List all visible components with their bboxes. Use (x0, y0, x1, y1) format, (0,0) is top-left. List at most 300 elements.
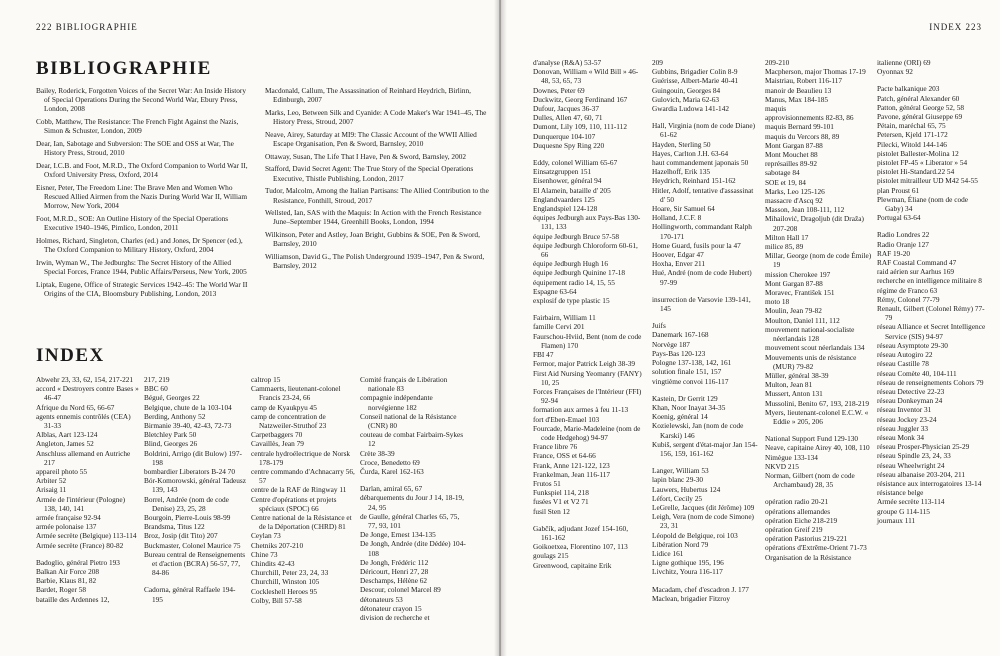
index-column-5 (533, 58, 643, 570)
index-entry: résistance belge (877, 488, 924, 498)
index-section-gap (144, 577, 246, 585)
index-entry: Deschamps, Hélène 62 (360, 576, 428, 586)
bibliography-entry: Irwin, Wyman W., The Jedburghs: The Secret History of the Allied Special Forces, France 1944, Public Affairs/Perseus, New York, 2005 (36, 257, 247, 276)
index-section-gap (652, 313, 760, 321)
index-entry: réseau Monk 34 (877, 432, 925, 442)
index-entry: Fermor, major Patrick Leigh 38-39 (533, 359, 636, 369)
bibliography-column-2 (265, 86, 493, 274)
index-entry: Blind, Georges 26 (144, 439, 198, 449)
index-entry: accord « Destroyers contre Bases » 46-47 (36, 384, 139, 403)
index-entry: Juifs (652, 321, 666, 331)
index-entry: réseau Prosper-Physician 25-29 (877, 442, 970, 452)
index-section-gap (877, 76, 987, 84)
index-entry: Balkan Air Force 208 (36, 567, 100, 577)
index-entry: Portugal 63-64 (877, 213, 921, 223)
index-entry: Gubbins, Brigadier Colin 8-9 (652, 67, 738, 77)
index-entry: Home Guard, fusils pour la 47 (652, 240, 741, 250)
bibliography-entry: Ottaway, Susan, The Life That I Have, Pen & Sword, Barnsley, 2002 (265, 151, 467, 161)
index-entry: De Jonge, Ernest 134-135 (360, 530, 436, 540)
index-entry: pistolet mitrailleur UD M42 54-55 (877, 176, 978, 186)
index-entry: Libération Nord 79 (652, 539, 709, 549)
index-entry: Hué, André (nom de code Hubert) 97-99 (652, 268, 752, 287)
index-entry: maquis Bernard 99-101 (765, 122, 834, 132)
index-section-gap (765, 426, 873, 434)
index-entry: maquis (765, 104, 787, 114)
index-entry: Mouvements unis de résistance (MUR) 79-82 (765, 352, 857, 371)
index-entry: Gulovich, Maria 62-63 (652, 94, 720, 104)
index-entry: mouvement national-socialiste néerlandais 128 (765, 324, 855, 344)
index-entry: Hitler, Adolf, tentative d'assassinat d' 50 (652, 185, 754, 204)
index-section-gap (652, 458, 760, 466)
index-entry: Organisation de la Résistance (765, 552, 852, 562)
index-entry: réseau de renseignements Cohors 79 (877, 377, 984, 387)
book-gutter (494, 0, 507, 656)
index-entry: Brandsma, Titus 122 (144, 522, 205, 532)
index-entry: Čurda, Karel 162-163 (360, 467, 424, 477)
index-entry: Norman, Gilbert (nom de code Archambaud) 28, 35 (765, 470, 855, 490)
index-entry: Abwehr 23, 33, 62, 154, 217-221 (36, 375, 134, 384)
index-entry: Boldrini, Arrigo (dit Bulow) 197-198 (144, 448, 242, 467)
bibliography-entry: Bailey, Roderick, Forgotten Voices of the Secret War: An Inside History of Special Operations During the Second World War, Ebury Press, London, 2008 (36, 86, 246, 114)
right-running-head: INDEX 223 (929, 22, 982, 32)
index-entry: réseau Alliance et Secret Intelligence Service (SIS) 94-97 (877, 322, 986, 341)
index-entry: maquis du Vercors 88, 89 (765, 131, 840, 141)
index-entry: Bletchley Park 50 (144, 430, 197, 440)
index-entry: raid aérien sur Aarhus 169 (877, 267, 954, 277)
index-entry: Pétain, maréchal 65, 75 (877, 121, 946, 131)
index-entry: Broz, Josip (dit Tito) 207 (144, 531, 218, 541)
index-entry: compagnie indépendante norvégienne 182 (360, 393, 433, 412)
index-section-gap (765, 489, 873, 497)
index-entry: appareil photo 55 (36, 467, 88, 477)
index-entry: Bór-Komorowski, général Tadeusz 139, 143 (144, 476, 246, 495)
index-entry: journaux 111 (877, 515, 916, 525)
index-entry: Conseil national de la Résistance (CNR) 80 (360, 411, 457, 431)
index-entry: Buckmaster, Colonel Maurice 75 (144, 540, 241, 550)
index-column-2 (144, 375, 246, 604)
index-entry: Englandvaarders 125 (533, 194, 595, 204)
index-entry: centrale hydroélectrique de Norsk 178-179 (251, 448, 351, 467)
index-entry: Guérisse, Albert-Marie 40-41 (652, 76, 739, 86)
index-entry: mission Cherokee 197 (765, 269, 831, 279)
index-entry: Mussert, Anton 131 (765, 389, 823, 399)
index-entry: Pilecki, Witold 144-146 (877, 139, 947, 149)
index-entry: Bureau central de Renseignements et d'action (BCRA) 56-57, 77, 84-86 (144, 549, 246, 578)
index-section-gap (533, 305, 643, 313)
index-section-gap (652, 287, 760, 295)
left-page (0, 0, 499, 656)
index-entry: Espagne 63-64 (533, 286, 577, 296)
bibliography-heading: BIBLIOGRAPHIE (36, 58, 212, 79)
index-entry: représailles 89-92 (765, 159, 818, 169)
index-entry: Dulles, Allen 47, 60, 71 (533, 113, 603, 123)
index-entry: Oyonnax 92 (877, 67, 913, 77)
index-entry: opérations allemandes (765, 506, 831, 516)
index-entry: mouvement scout néerlandais 134 (765, 343, 865, 353)
index-entry: bombardier Liberators B-24 70 (144, 467, 235, 477)
index-entry: Gwardia Ludowa 141-142 (652, 104, 730, 114)
left-running-head: 222 BIBLIOGRAPHIE (36, 22, 138, 32)
index-entry: Myers, lieutenant-colonel E.C.W. « Eddie » 205, 206 (765, 407, 869, 426)
index-entry: De Jongh, Frédéric 112 (360, 557, 429, 567)
index-entry: Descour, colonel Marcel 89 (360, 585, 441, 595)
index-entry: Dufour, Jacques 36-37 (533, 104, 599, 114)
index-entry: Frank, Anne 121-122, 123 (533, 460, 610, 470)
index-entry: RAF Coastal Command 47 (877, 258, 957, 268)
index-entry: 217, 219 (144, 375, 170, 384)
index-entry: Pays-Bas 120-123 (652, 348, 706, 358)
index-entry: Patton, général George 52, 58 (877, 102, 964, 112)
index-entry: fusil Sten 12 (533, 506, 570, 516)
index-entry: Belgique, chute de la 103-104 (144, 402, 232, 412)
index-entry: Kubiš, sergent d'état-major Jan 154-156, 159, 161-162 (652, 439, 758, 458)
index-entry: pistolet Hi-Standard.22 54 (877, 167, 955, 177)
index-entry: Darlan, amiral 65, 67 (360, 484, 423, 494)
bibliography-entry: Holmes, Richard, Singleton, Charles (ed.) and Jones, Dr Spencer (ed.), The Oxford Companion to Military History, Oxford, 2004 (36, 235, 243, 255)
bibliography-entry: Foot, M.R.D., SOE: An Outline History of the Special Operations Executive 1940–1946, Pimlico, London, 2011 (36, 213, 229, 233)
index-entry: Englandspiel 124-128 (533, 204, 598, 214)
index-entry: Hoover, Edgar 47 (652, 250, 704, 260)
index-entry: milice 85, 89 (765, 242, 804, 252)
index-entry: Donovan, William « Wild Bill » 46-48, 53, 65, 73 (533, 67, 639, 86)
index-entry: Eddy, colonel William 65-67 (533, 158, 618, 168)
index-entry: Kozielewski, Jan (nom de code Karski) 146 (652, 421, 744, 440)
index-section-gap (652, 386, 760, 394)
index-entry: Neave, capitaine Airey 40, 108, 110 (765, 443, 870, 453)
index-entry: Radio Oranje 127 (877, 239, 929, 249)
index-entry: Léopold de Belgique, roi 103 (652, 530, 738, 540)
index-entry: insurrection de Varsovie 139-141, 145 (652, 294, 751, 314)
index-entry: Berding, Anthony 52 (144, 411, 206, 421)
index-entry: bataille des Ardennes 12, (36, 594, 110, 604)
index-entry: Rémy, Colonel 77-79 (877, 294, 940, 304)
index-entry: NKVD 215 (765, 461, 799, 471)
index-entry: Birmanie 39-40, 42-43, 72-73 (144, 421, 232, 431)
bibliography-entry: Macdonald, Callum, The Assassination of Reinhard Heydrich, Birlinn, Edinburgh, 2007 (265, 86, 471, 105)
index-entry: Holland, J.C.F. 8 (652, 213, 702, 223)
index-entry: opération Pastorius 219-221 (765, 534, 848, 544)
index-entry: Danemark 167-168 (652, 330, 709, 340)
index-entry: Centre national de la Résistance et de la Déportation (CHRD) 81 (251, 513, 352, 532)
index-entry: massacre d'Ascq 92 (765, 196, 823, 206)
index-heading: INDEX (36, 345, 105, 366)
index-column-7 (765, 58, 873, 562)
bibliography-entry: Eisner, Peter, The Freedom Line: The Brave Men and Women Who Rescued Allied Airmen from the Nazis During World War II, William Morrow, New York, 2004 (36, 182, 248, 211)
index-entry: Milton Hall 17 (765, 232, 809, 242)
index-entry: El Alamein, bataille d' 205 (533, 185, 611, 195)
index-entry: Déricourt, Henri 27, 28 (360, 567, 429, 577)
index-entry: opération Eiche 218-219 (765, 515, 838, 525)
index-entry: Moravec, František 151 (765, 288, 835, 298)
index-entry: De Jongh, Andrée (dite Dédée) 104-108 (360, 539, 466, 558)
index-entry: Pacte balkanique 203 (877, 84, 940, 94)
bibliography-column-1 (36, 86, 248, 302)
index-entry: Masson, Jean 108-111, 112 (765, 205, 845, 215)
index-entry: réseau albanaise 203-204, 211 (877, 469, 966, 479)
index-entry: Badoglio, général Pietro 193 (36, 557, 120, 567)
index-section-gap (533, 516, 643, 524)
index-entry: opérations d'Extrême-Orient 71-73 (765, 543, 867, 553)
index-entry: Chetniks 207-210 (251, 540, 304, 550)
index-entry: Bourgoin, Pierre-Louis 98-99 (144, 513, 231, 523)
index-entry: vingtième convoi 116-117 (652, 376, 729, 386)
index-entry: Hollingworth, commandant Ralph 170-171 (652, 222, 752, 241)
index-entry: réseau Inventor 31 (877, 405, 932, 415)
index-entry: Churchill, Winston 105 (251, 577, 320, 587)
index-entry: Marks, Leo 125-126 (765, 186, 825, 196)
index-entry: couteau de combat Fairbairn-Sykes 12 (360, 430, 464, 449)
index-entry: Bardet, Roger 58 (36, 585, 87, 595)
index-entry: Maistriau, Robert 116-117 (765, 76, 843, 86)
index-entry: Koenig, général 14 (652, 412, 708, 422)
index-entry: lapin blanc 29-30 (652, 475, 704, 485)
index-entry: camp de Kyaukpyu 45 (251, 402, 317, 412)
index-entry: armée polonaise 137 (36, 522, 97, 532)
index-entry: régime de Franco 63 (877, 285, 938, 295)
index-entry: Macadam, chef d'escadron J. 177 (652, 584, 749, 594)
index-section-gap (36, 550, 139, 558)
index-entry: plan Proust 61 (877, 185, 920, 195)
index-entry: réseau Jockey 23-24 (877, 414, 937, 424)
index-entry: France libre 76 (533, 442, 578, 452)
index-entry: manoir de Beaulieu 13 (765, 85, 832, 95)
index-entry: 209-210 (765, 58, 790, 67)
index-entry: 209 (652, 58, 663, 67)
index-entry: Borrel, Andrée (nom de code Denise) 23, 25, 28 (144, 494, 229, 513)
index-entry: Pologne 137-138, 142, 161 (652, 358, 732, 368)
index-entry: Léfort, Cecily 25 (652, 493, 703, 503)
index-entry: Mont Gargan 87-88 (765, 140, 823, 150)
index-entry: détonateurs 53 (360, 594, 403, 604)
index-entry: Radio Londres 22 (877, 230, 930, 240)
index-entry: division de recherche et (360, 613, 430, 623)
index-entry: Croce, Benedetto 69 (360, 457, 420, 467)
index-entry: Forces Françaises de l'Intérieur (FFI) 92-94 (533, 386, 642, 406)
index-entry: réseau Autogiro 22 (877, 350, 933, 360)
index-entry: Fairbairn, William 11 (533, 313, 596, 323)
index-entry: centre de la RAF de Ringway 11 (251, 485, 347, 495)
index-column-4 (360, 375, 466, 622)
index-entry: opération Greif 219 (765, 524, 823, 534)
index-section-gap (877, 222, 987, 230)
index-entry: Petersen, Kjeld 171-172 (877, 130, 948, 140)
index-entry: Mont Mouchet 88 (765, 150, 818, 160)
index-entry: équipe Jedburgh Quinine 17-18 (533, 268, 626, 278)
index-entry: camp de concentration de Natzweiler-Struthof 23 (251, 411, 327, 431)
index-entry: Lidice 161 (652, 548, 684, 558)
index-entry: Centre d'opérations et projets spéciaux (SPOC) 66 (251, 494, 337, 513)
bibliography-entry: Cobb, Matthew, The Resistance: The French Fight Against the Nazis, Simon & Schuster, London, 2009 (36, 117, 239, 136)
index-entry: Hoare, Sir Samuel 64 (652, 204, 715, 214)
index-entry: SOE et 19, 84 (765, 177, 806, 187)
index-entry: Hall, Virginia (nom de code Diane) 61-62 (652, 121, 756, 140)
index-entry: pistolet Ballester-Molina 12 (877, 148, 959, 158)
index-entry: moto 18 (765, 297, 790, 307)
index-entry: Arisaig 11 (36, 485, 67, 495)
index-entry: équipe Jedburgh Bruce 57-58 (533, 231, 619, 241)
index-entry: Carpetbaggers 70 (251, 430, 303, 440)
index-entry: Fourcade, Marie-Madeleine (nom de code Hedgehog) 94-97 (533, 423, 641, 442)
index-entry: Bégué, Georges 22 (144, 393, 200, 403)
index-entry: famille Cervi 201 (533, 322, 585, 332)
index-entry: Arbiter 52 (36, 476, 67, 486)
index-entry: Armée secrète (France) 80-82 (36, 540, 124, 550)
index-entry: Kastein, Dr Gerrit 129 (652, 393, 718, 403)
index-entry: résistance aux interrogatoires 13-14 (877, 478, 982, 488)
index-entry: recherche en intelligence militaire 8 (877, 276, 982, 286)
index-entry: explosif de type plastic 15 (533, 296, 610, 306)
index-entry: haut commandement japonais 50 (652, 158, 749, 168)
index-entry: approvisionnements 82-83, 86 (765, 113, 854, 123)
index-entry: Chine 73 (251, 549, 278, 559)
index-entry: Gabčík, adjudant Jozef 154-160, 161-162 (533, 523, 629, 542)
index-entry: Eisenhower, général 94 (533, 176, 602, 186)
index-entry: Alblas, Aart 123-124 (36, 430, 98, 440)
index-entry: Chindits 42-43 (251, 559, 295, 569)
index-entry: solution finale 151, 157 (652, 367, 722, 377)
index-entry: Faurschou-Hviid, Bent (nom de code Flamen) 170 (533, 331, 642, 350)
index-entry: réseau Wheelwright 24 (877, 460, 945, 470)
index-entry: italienne (ORI) 69 (877, 58, 931, 67)
index-entry: Renault, Gilbert (Colonel Rémy) 77-79 (877, 304, 985, 323)
index-entry: Hayden, Sterling 50 (652, 139, 711, 149)
index-entry: Dumont, Lily 109, 110, 111-112 (533, 122, 627, 132)
index-entry: First Aid Nursing Yeomanry (FANY) 10, 25 (533, 368, 642, 387)
index-entry: Lauwers, Hubertus 124 (652, 484, 721, 494)
index-entry: Norvège 187 (652, 339, 690, 349)
index-entry: Anschluss allemand en Autriche 217 (36, 448, 131, 467)
index-entry: Churchill, Peter 23, 24, 33 (251, 568, 329, 578)
index-entry: National Support Fund 129-130 (765, 434, 859, 444)
index-entry: Nimègue 133-134 (765, 452, 818, 462)
index-entry: Dunquerque 104-107 (533, 131, 596, 141)
index-entry: Goikoetxea, Florentino 107, 113 (533, 542, 628, 552)
index-entry: Frutos 51 (533, 478, 561, 488)
index-column-6 (652, 58, 760, 603)
index-entry: Langer, William 53 (652, 466, 709, 476)
index-entry: LeGrelle, Jacques (dit Jérôme) 109 (652, 502, 755, 512)
index-entry: Frankelman, Jean 116-117 (533, 469, 611, 479)
index-entry: Afrique du Nord 65, 66-67 (36, 402, 115, 412)
index-entry: centre commando d'Achnacarry 56, 57 (251, 467, 355, 486)
index-entry: Müller, général 38-39 (765, 370, 829, 380)
index-entry: Heydrich, Reinhard 151-162 (652, 176, 736, 186)
index-entry: Ligne gothique 195, 196 (652, 558, 724, 568)
index-entry: réseau Donkeyman 24 (877, 396, 943, 406)
index-entry: opération radio 20-21 (765, 497, 829, 507)
index-entry: agents ennemis contrôlés (CEA) 31-33 (36, 411, 131, 431)
index-entry: Hoxha, Enver 211 (652, 259, 706, 269)
index-entry: réseau Juggler 33 (877, 423, 929, 433)
index-entry: Colby, Bill 57-58 (251, 595, 302, 605)
index-entry: Cammaerts, lieutenant-colonel Francis 23-24, 66 (251, 384, 341, 403)
index-entry: Armée secrète 113-114 (877, 497, 945, 507)
index-entry: équipe Jedburgh Chloroform 60-61, 66 (533, 240, 638, 260)
index-entry: Moulin, Jean 79-82 (765, 306, 822, 316)
index-entry: réseau Spindle 23, 24, 33 (877, 451, 951, 461)
index-entry: Funkspiel 114, 218 (533, 488, 589, 498)
index-entry: réseau Asymptote 29-30 (877, 340, 948, 350)
index-entry: Pavone, général Giuseppe 69 (877, 112, 963, 122)
index-entry: Macpherson, major Thomas 17-19 (765, 67, 866, 77)
index-entry: Einsatzgruppen 151 (533, 167, 592, 177)
index-entry: groupe G 114-115 (877, 506, 930, 516)
index-entry: Cavaillès, Jean 79 (251, 439, 304, 449)
right-page (501, 0, 1000, 656)
index-entry: réseau Castille 78 (877, 359, 929, 369)
index-entry: équipement radio 14, 15, 55 (533, 277, 615, 287)
index-entry: Guingouin, Georges 84 (652, 85, 721, 95)
index-entry: Millar, George (nom de code Émile) 19 (765, 251, 872, 270)
index-entry: Armée de l'intérieur (Pologne) 138, 140, 141 (36, 494, 126, 513)
bibliography-entry: Neave, Airey, Saturday at MI9: The Classic Account of the WWII Allied Escape Organisation, Pen & Sword, Barnsley, 2010 (265, 129, 477, 149)
index-entry: d'analyse (R&A) 53-57 (533, 58, 602, 67)
index-entry: Duckwitz, Georg Ferdinand 167 (533, 94, 628, 104)
index-entry: Moulton, Daniel 111, 112 (765, 315, 840, 325)
index-entry: Mihailović, Dragoljub (dit Draža) 207-208 (765, 214, 864, 233)
index-entry: sabotage 84 (765, 168, 800, 178)
index-section-gap (360, 476, 466, 484)
index-column-1 (36, 375, 139, 604)
index-entry: armée française 92-94 (36, 513, 101, 523)
index-entry: de Gaulle, général Charles 65, 75, 77, 93, 101 (360, 511, 460, 531)
index-column-8 (877, 58, 987, 525)
index-entry: RAF 19-20 (877, 248, 911, 258)
index-entry: détonateur crayon 15 (360, 603, 422, 613)
index-entry: réseau Detective 22-23 (877, 386, 945, 396)
index-entry: Khan, Noor Inayat 34-35 (652, 402, 726, 412)
bibliography-entry: Wellsted, Ian, SAS with the Maquis: In Action with the French Resistance June–September 1944, Greenhill Books, London, 1994 (265, 208, 482, 227)
index-entry: Mont Gargan 87-88 (765, 278, 823, 288)
index-entry: pistolet FP-45 « Liberator » 54 (877, 158, 968, 168)
index-entry: fusées V1 et V2 71 (533, 497, 589, 507)
index-entry: Downes, Peter 69 (533, 85, 585, 95)
index-entry: Hayes, Carlton J.H. 63-64 (652, 148, 729, 158)
bibliography-entry: Wilkinson, Peter and Astley, Joan Bright, Gubbins & SOE, Pen & Sword, Barnsley, 2010 (265, 230, 480, 249)
bibliography-entry: Dear, Ian, Sabotage and Subversion: The SOE and OSS at War, The History Press, Stroud, 2010 (36, 139, 234, 158)
index-entry: Cockleshell Heroes 95 (251, 586, 318, 596)
index-section-gap (652, 577, 760, 585)
index-entry: Crète 38-39 (360, 448, 395, 458)
index-entry: réseau Comète 40, 104-111 (877, 368, 957, 378)
bibliography-entry: Liptak, Eugene, Office of Strategic Services 1942–45: The World War II Origins of the CIA, Bloomsbury Publishing, London, 2013 (36, 279, 248, 298)
index-entry: France, OSS et 64-66 (533, 451, 596, 461)
index-entry: Livchitz, Youra 116-117 (652, 567, 723, 577)
index-entry: Multon, Jean 81 (765, 380, 813, 390)
index-column-3 (251, 375, 355, 605)
index-entry: caltrop 15 (251, 375, 281, 384)
index-entry: Leigh, Vera (nom de code Simone) 23, 31 (652, 512, 754, 531)
index-entry: formation aux armes à feu 11-13 (533, 405, 629, 415)
index-entry: équipes Jedburgh aux Pays-Bas 130-131, 133 (533, 213, 641, 232)
index-entry: FBI 47 (533, 350, 554, 360)
index-section-gap (533, 150, 643, 158)
index-entry: Armée secrète (Belgique) 113-114 (36, 531, 137, 541)
bibliography-entry: Marks, Leo, Between Silk and Cyanide: A Code Maker's War 1941–45, The History Press, Stroud, 2007 (265, 107, 487, 127)
index-entry: Angleton, James 52 (36, 439, 94, 449)
index-entry: Plewman, Éliane (nom de code Gaby) 34 (877, 194, 968, 214)
index-entry: équipe Jedburgh Hugh 16 (533, 259, 609, 269)
index-entry: Barbie, Klaus 81, 82 (36, 576, 97, 586)
bibliography-entry: Tudor, Malcolm, Among the Italian Partisans: The Allied Contribution to the Resistance, Fonthill, Stroud, 2017 (265, 186, 489, 205)
index-entry: Maclean, brigadier Fitzroy (652, 593, 731, 603)
bibliography-entry: Williamson, David G., The Polish Underground 1939–1947, Pen & Sword, Barnsley, 2012 (265, 252, 485, 271)
index-entry: BBC 60 (144, 384, 168, 394)
index-entry: débarquements du Jour J 14, 18-19, 24, 95 (360, 493, 464, 512)
bibliography-entry: Stafford, David Secret Agent: The True Story of the Special Operations Executive, Thistle Publishing, London, 2017 (265, 164, 474, 183)
index-entry: Mussolini, Benito 67, 193, 218-219 (765, 398, 869, 408)
index-entry: Greenwood, capitaine Erik (533, 560, 612, 570)
